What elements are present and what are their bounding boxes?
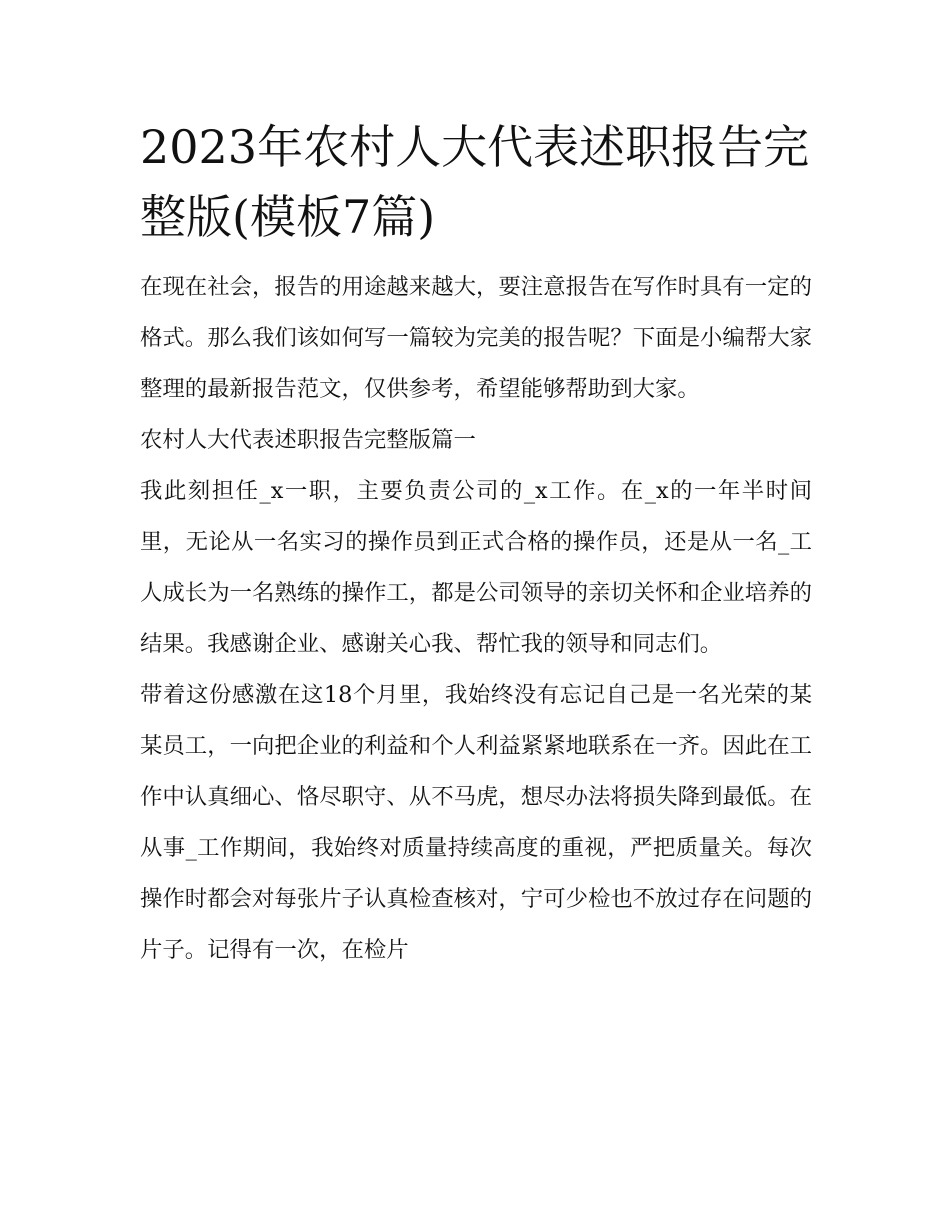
section-heading: 农村人大代表述职报告完整版篇一 [140,427,476,453]
body-paragraph: 带着这份感激在这18个月里，我始终没有忘记自己是一名光荣的某某员工，一向把企业的利益和个人利益紧紧地联系在一齐。因此在工作中认真细心、恪尽职守、从不马虎，想尽办法将损失降到最低。在从事_工作期间，我始终对质量持续高度的重视，严把质量关。每次操作时都会对每张片子认真检查核对，宁可少检也不放过存在问题的片子。记得有一次，在检片 [140,682,812,963]
document-page [140,112,812,976]
intro-paragraph: 在现在社会，报告的用途越来越大，要注意报告在写作时具有一定的格式。那么我们该如何写一篇较为完美的报告呢？下面是小编帮大家整理的最新报告范文，仅供参考，希望能够帮助到大家。 [140,274,812,402]
body-paragraph: 我此刻担任_x一职，主要负责公司的_x工作。在_x的一年半时间里，无论从一名实习的操作员到正式合格的操作员，还是从一名_工人成长为一名熟练的操作工，都是公司领导的亲切关怀和企业培养的结果。我感谢企业、感谢关心我、帮忙我的领导和同志们。 [140,478,812,657]
document-title: 2023年农村人大代表述职报告完整版(模板7篇) [140,120,810,244]
